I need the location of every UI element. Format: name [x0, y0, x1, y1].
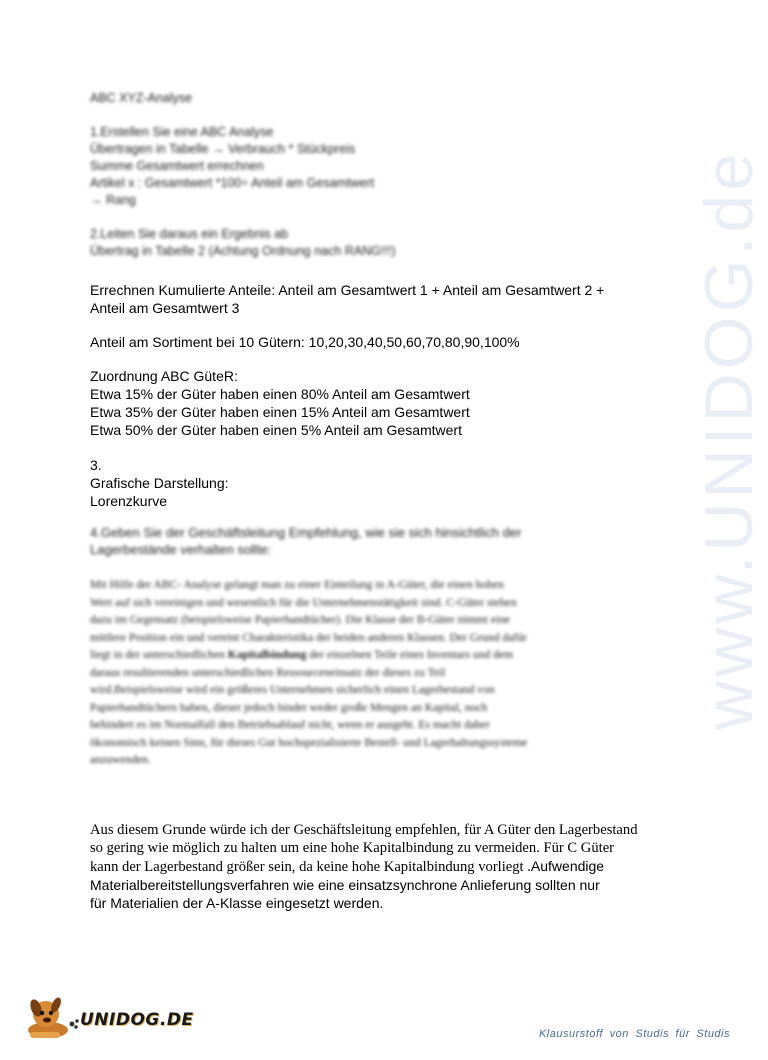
grafik-line: 3. [90, 457, 102, 473]
paragraph-line: Wert auf sich vereinigen und wesentlich für die Unternehmenstätigkeit sind. C-Güter stehen [90, 595, 517, 609]
section1-line: Übertragen in Tabelle → Verbrauch * Stückpreis [90, 142, 356, 156]
grafik-block [90, 456, 229, 510]
sortiment-line: Anteil am Sortiment bei 10 Gütern: 10,20,30,40,50,60,70,80,90,100% [90, 334, 520, 350]
kumuliert-block [90, 281, 604, 317]
conclusion-fragment: kann der Lagerbestand größer sein, da keine hohe Kapitalbindung vorliegt . [90, 859, 531, 875]
conclusion-fragment: Aufwendige [530, 858, 605, 874]
keyword-kapitalbindung: Kapitalbindung [227, 648, 307, 661]
zuordnung-line: Etwa 50% der Güter haben einen 5% Anteil am Gesamtwert [90, 422, 462, 438]
section1-line: Summe Gesamtwert errechnen [90, 159, 264, 173]
conclusion-line: so gering wie möglich zu halten um eine hohe Kapitalbindung zu vermeiden. Für C Güter [90, 840, 615, 856]
zuordnung-line: Etwa 15% der Güter haben einen 80% Anteil am Gesamtwert [90, 386, 470, 402]
kumuliert-line: Anteil am Gesamtwert 3 [90, 300, 240, 316]
footer-tagline: Klausurstoff von Studis für Studis [538, 1028, 730, 1040]
paragraph-line: dazu im Gegensatz (beispielsweise Papierhandtücher). Die Klasse der B-Güter nimmt eine [90, 613, 511, 626]
section4-heading-line: 4.Geben Sie der Geschäftsleitung Empfehlung, wie sie sich hinsichtlich der [90, 525, 522, 540]
paragraph-line-mixed [90, 646, 527, 664]
paragraph-line: Papierhandtüchern haben, dieser jedoch bindet weder große Mengen an Kapital, noch [90, 700, 488, 714]
section1-line: 1.Erstellen Sie eine ABC Analyse [90, 125, 274, 139]
paragraph-fragment: liegt in der unterschiedlichen [90, 648, 225, 661]
dog-mascot-icon [22, 990, 82, 1042]
section2-line: Übertrag in Tabelle 2 (Achtung Ordnung nach RANG!!!) [90, 244, 396, 258]
paragraph-line: Mit Hilfe der ABC- Analyse gelangt man zu einer Einteilung in A-Güter, die einen hohen [90, 578, 504, 591]
zuordnung-line: Etwa 35% der Güter haben einen 15% Anteil am Gesamtwert [90, 404, 470, 420]
paragraph-fragment: der einzelnen Teile eines Inventars und dem [309, 648, 514, 661]
kumuliert-line: Errechnen Kumulierte Anteile: Anteil am Gesamtwert 1 + Anteil am Gesamtwert 2 + [90, 282, 605, 298]
section4-heading-line: Lagerbestände verhalten sollte: [90, 542, 272, 557]
conclusion-line: für Materialien der A-Klasse eingesetzt werden. [90, 895, 384, 911]
paragraph-line: wird.Beispielsweise wird ein größeres Unternehmen sicherlich einen Lagerbestand von [90, 683, 495, 696]
paragraph-line: behindert es im Normalfall den Betriebsablauf nicht, wenn er ausgeht. Es macht daher [90, 718, 490, 731]
paragraph-line: daraus resultierenden unterschiedlichen Ressourceneinsatz der dieses zu Teil [90, 665, 446, 679]
conclusion-line-mixed [90, 857, 690, 876]
paragraph-line: ökonomisch keinen Sinn, für dieses Gut hochspezialisierte Bestell- und Lagerhaltungssysteme [90, 735, 528, 749]
doc-title: ABC XYZ-Analyse [90, 91, 193, 105]
grafik-line: Grafische Darstellung: [90, 475, 229, 491]
blurred-top-section [90, 90, 396, 260]
section4-heading [90, 524, 521, 558]
zuordnung-block [90, 367, 470, 439]
watermark: www.UNIDOG.de [691, 149, 767, 730]
section4-paragraph [90, 576, 527, 769]
section2-line: 2.Leiten Sie daraus ein Ergebnis ab [90, 227, 289, 241]
paragraph-line: mittlere Position ein und vereint Charakteristika der beiden anderen Klassen. Der Grund dafür [90, 630, 527, 644]
section1-line: Artikel x : Gesamtwert *100÷ Anteil am Gesamtwert [90, 176, 375, 190]
conclusion-line: Aus diesem Grunde würde ich der Geschäftsleitung empfehlen, für A Güter den Lagerbestand [90, 822, 638, 838]
zuordnung-line: Zuordnung ABC GüteR: [90, 368, 238, 384]
paragraph-line: anzuwenden. [90, 753, 151, 766]
unidog-logo[interactable] [22, 990, 194, 1042]
logo-text: UNIDOG.DE [80, 1010, 194, 1030]
grafik-line: Lorenzkurve [90, 493, 168, 509]
conclusion-block [90, 821, 690, 912]
section1-line: → Rang [90, 193, 136, 207]
conclusion-line: Materialbereitstellungsverfahren wie eine einsatzsynchrone Anlieferung sollten nur [90, 877, 600, 893]
